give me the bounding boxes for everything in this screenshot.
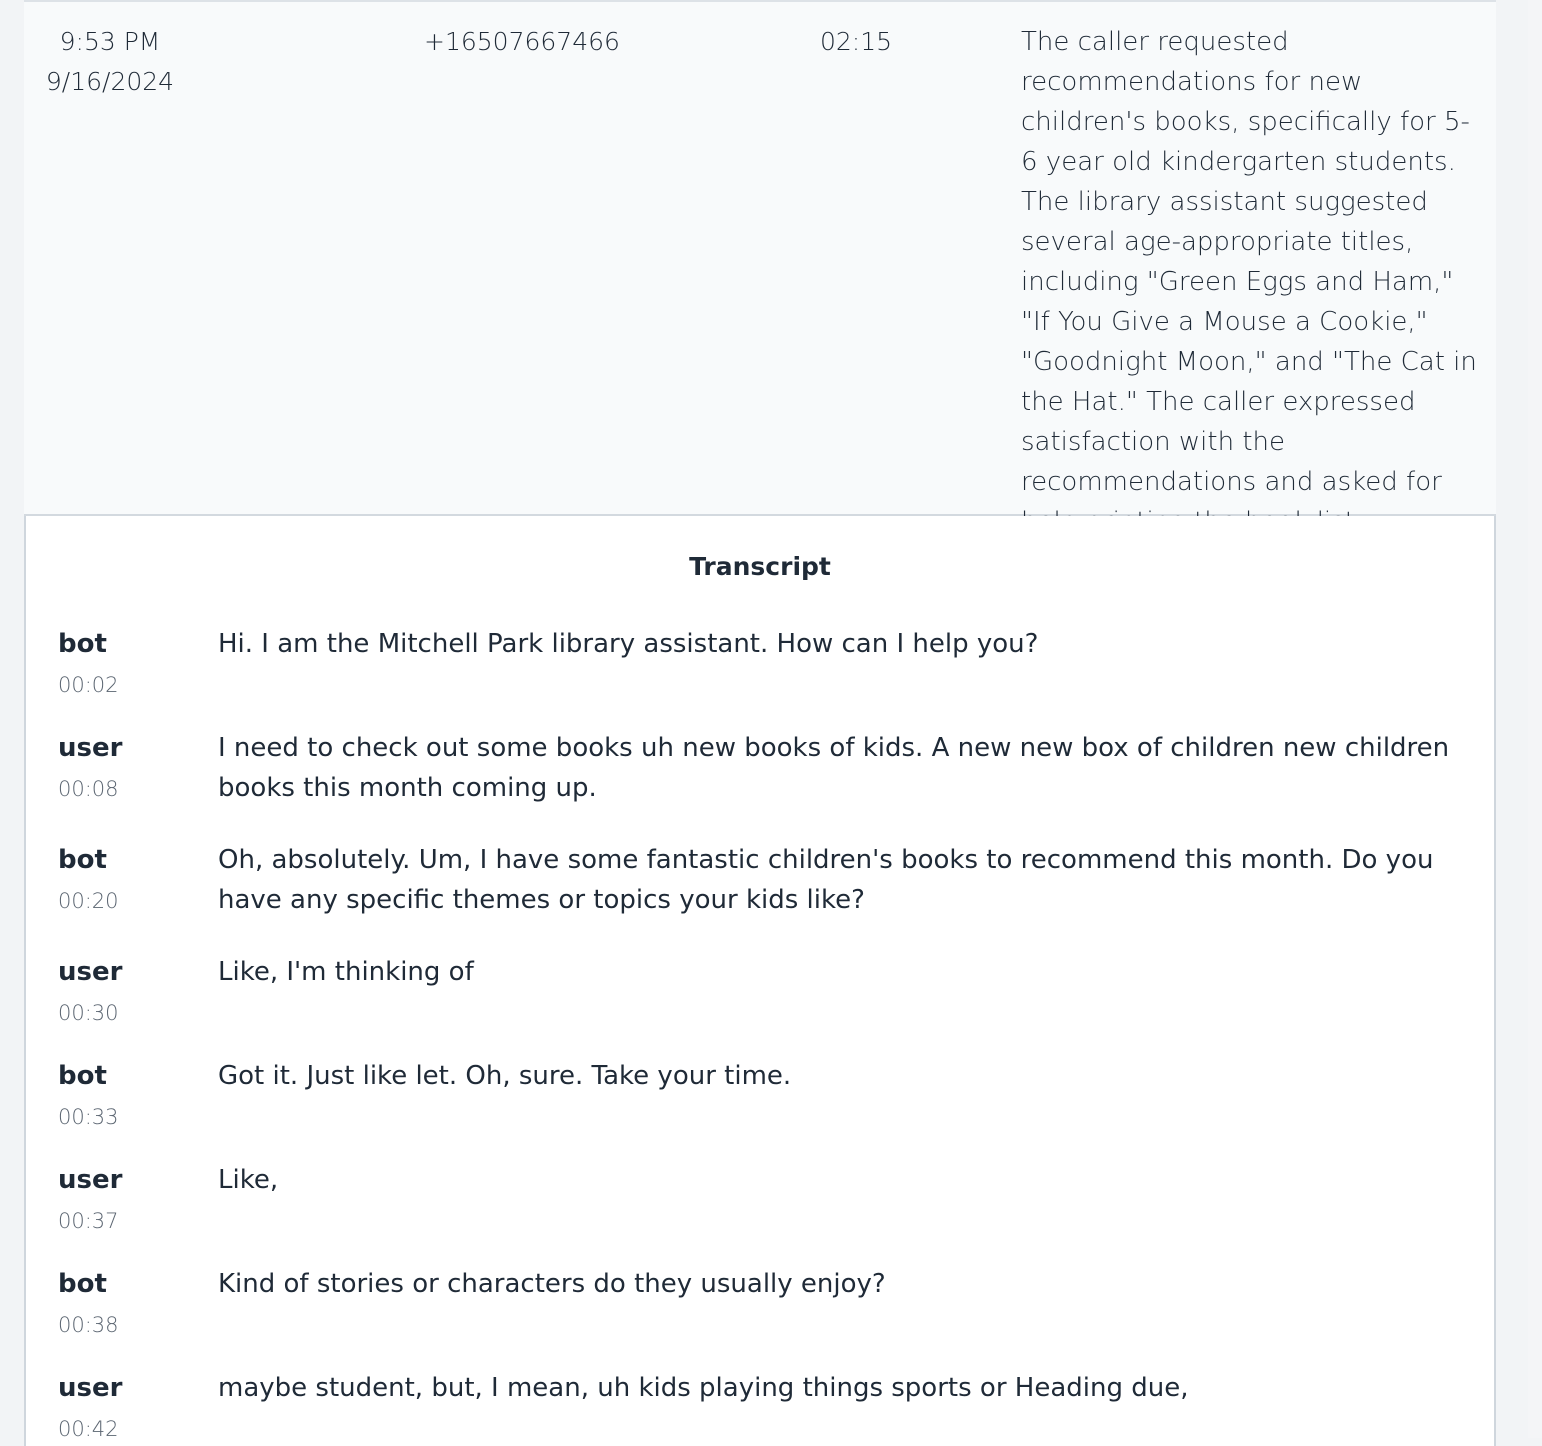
message-speaker: user bbox=[58, 733, 123, 763]
message-speaker: user bbox=[58, 1373, 123, 1403]
message-timestamp: 00:38 bbox=[58, 1313, 119, 1337]
message-text: Like, I'm thinking of bbox=[218, 957, 474, 987]
message-text: Kind of stories or characters do they usually enjoy? bbox=[218, 1269, 886, 1299]
call-phone-number: +16507667466 bbox=[424, 27, 620, 56]
message-timestamp: 00:30 bbox=[58, 1001, 119, 1025]
message-text: Got it. Just like let. Oh, sure. Take your time. bbox=[218, 1061, 792, 1091]
message-speaker: bot bbox=[58, 629, 107, 659]
message-speaker: bot bbox=[58, 1269, 107, 1299]
call-duration: 02:15 bbox=[820, 27, 893, 56]
message-text: Oh, absolutely. Um, I have some fantastic children's books to recommend this month. Do you have any specific themes or topics your kids like? bbox=[218, 845, 1434, 915]
message-text: I need to check out some books uh new books of kids. A new new box of children new children books this month coming up. bbox=[218, 733, 1450, 803]
call-row[interactable] bbox=[24, 0, 1496, 516]
message-text: Like, bbox=[218, 1165, 279, 1195]
message-speaker: user bbox=[58, 1165, 123, 1195]
message-timestamp: 00:33 bbox=[58, 1105, 119, 1129]
message-speaker: bot bbox=[58, 845, 107, 875]
scrollbar[interactable] bbox=[1528, 0, 1542, 1438]
call-time: 9:53 PM bbox=[59, 27, 161, 56]
transcript-panel bbox=[24, 516, 1496, 1446]
call-datetime bbox=[24, 22, 196, 102]
transcript-title: Transcript bbox=[689, 552, 831, 581]
message-timestamp: 00:08 bbox=[58, 777, 119, 801]
message-timestamp: 00:37 bbox=[58, 1209, 119, 1233]
message-speaker: user bbox=[58, 957, 123, 987]
message-timestamp: 00:02 bbox=[58, 673, 119, 697]
call-log-panel bbox=[24, 0, 1496, 1441]
message-text: maybe student, but, I mean, uh kids playing things sports or Heading due, bbox=[218, 1373, 1189, 1403]
message-speaker: bot bbox=[58, 1061, 107, 1091]
call-date: 9/16/2024 bbox=[45, 67, 175, 96]
call-summary: The caller requested recommendations for new children's books, specifically for 5-6 year old kindergarten students. The library assistant suggested several age-appropriate titles, including "Green Eggs and Ham," "If You Give a Mouse a Cookie," "Goodnight Moon," and "The Cat in the Hat." The caller expressed satisfaction with the recommendations and asked for bbox=[1021, 27, 1477, 497]
message-timestamp: 00:20 bbox=[58, 889, 119, 913]
message-timestamp: 00:42 bbox=[58, 1417, 119, 1441]
message-text: Hi. I am the Mitchell Park library assistant. How can I help you? bbox=[218, 629, 1039, 659]
